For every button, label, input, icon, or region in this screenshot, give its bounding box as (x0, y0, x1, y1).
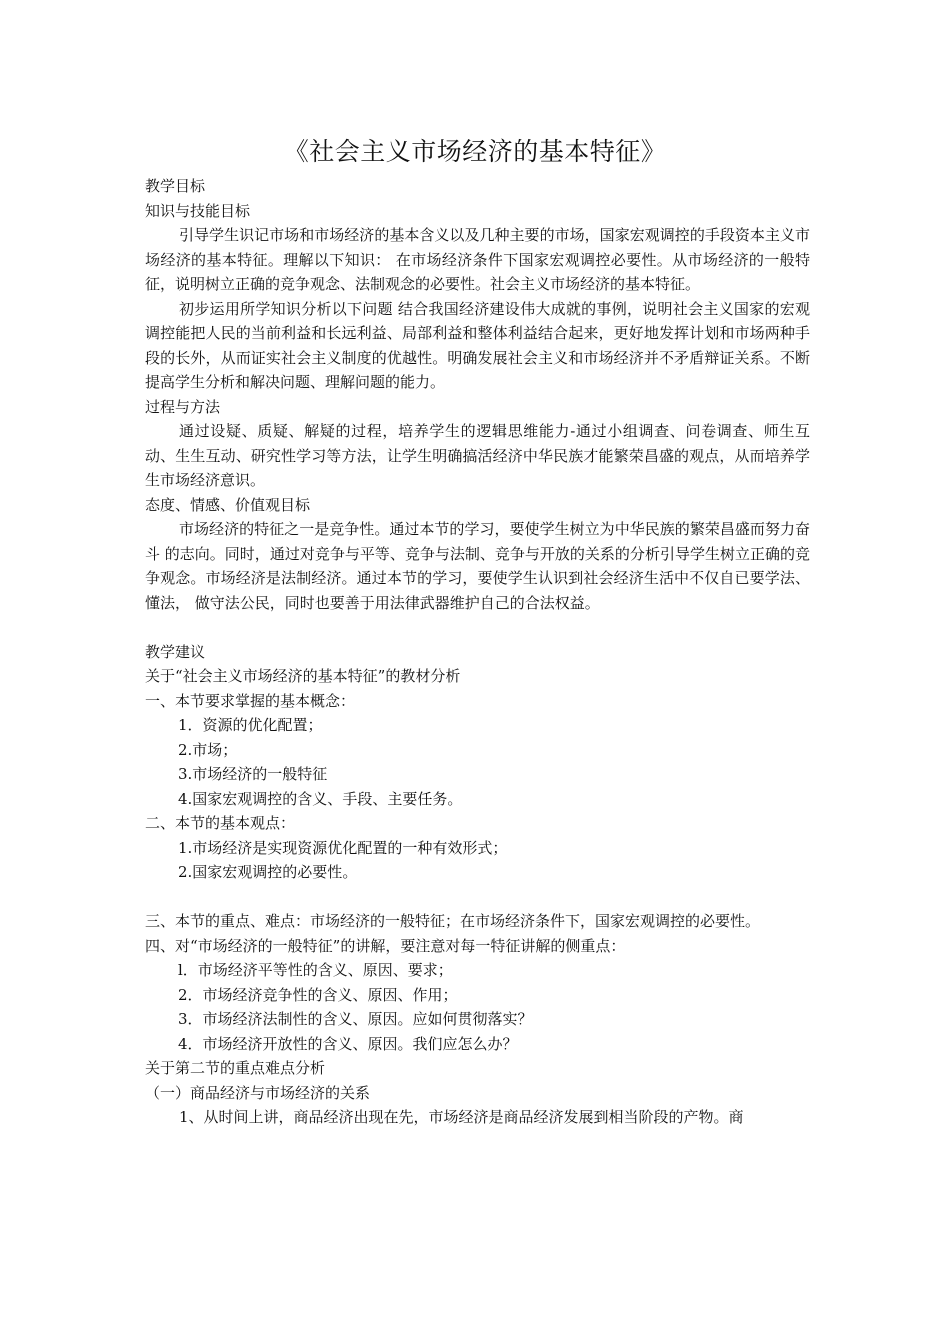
relation-paragraph: 1、从时间上讲，商品经济出现在先，市场经济是商品经济发展到相当阶段的产物。商 (179, 1108, 744, 1126)
concept-item: 2.市场； (178, 740, 238, 759)
knowledge-skills-heading: 知识与技能目标 (145, 201, 251, 220)
key-difficult-points: 三、本节的重点、难点：市场经济的一般特征；在市场经济条件下，国家宏观调控的必要性。 (145, 912, 761, 930)
basic-views-heading: 二、本节的基本观点： (145, 814, 296, 832)
basic-concepts-heading: 一、本节要求掌握的基本概念： (145, 691, 356, 710)
relation-heading: （一）商品经济与市场经济的关系 (145, 1083, 371, 1102)
knowledge-paragraph-2: 初步运用所学知识分析以下问题 结合我国经济建设伟大成就的事例，说明社会主义国家的宏观调控能把人民的当前利益和长远利益、局部利益和整体利益结合起来，更好地发挥计划和市场两种手段的长外，从而证实社会主义制度的优越性。明确发展社会主义和市场经济并不矛盾辩证关系。不断提高学生分析和解决问题、理解问题的能力。 (145, 299, 810, 391)
document-body (145, 174, 810, 1130)
view-item: 1.市场经济是实现资源优化配置的一种有效形式； (178, 838, 508, 857)
process-method-heading: 过程与方法 (145, 397, 221, 416)
attitude-values-paragraph: 市场经济的特征之一是竞争性。通过本节的学习，要使学生树立为中华民族的繁荣昌盛而努力奋斗 的志向。同时，通过对竞争与平等、竞争与法制、竞争与开放的关系的分析引导学生树立正确的竞争观念。市场经济是法制经济。通过本节的学习，要使学生认识到社会经济生活中不仅自已要学法、懂法， 做守法公民，同时也要善于用法律武器维护自己的合法权益。 (145, 520, 810, 612)
blank-line (145, 615, 810, 640)
section-two-analysis-heading: 关于第二节的重点难点分析 (145, 1059, 326, 1077)
concept-item: 3.市场经济的一般特征 (178, 765, 328, 783)
document-title: 《社会主义市场经济的基本特征》 (283, 137, 667, 166)
process-method-paragraph: 通过设疑、质疑、解疑的过程，培养学生的逻辑思维能力-通过小组调查、问卷调查、师生互动、生生互动、研究性学习等方法，让学生明确搞活经济中华民族才能繁荣昌盛的观点，从而培养学生市场经济意识。 (145, 422, 810, 489)
teaching-suggestions-heading: 教学建议 (145, 642, 206, 661)
feature-item: 4．市场经济开放性的含义、原因。我们应怎么办？ (178, 1034, 518, 1053)
feature-item: 2．市场经济竞争性的含义、原因、作用； (178, 985, 458, 1004)
feature-item: l．市场经济平等性的含义、原因、要求； (178, 961, 453, 979)
general-features-heading: 四、对“市场经济的一般特征”的讲解，要注意对每一特征讲解的侧重点： (145, 936, 626, 955)
view-item: 2.国家宏观调控的必要性。 (178, 863, 358, 881)
attitude-values-heading: 态度、情感、价值观目标 (145, 495, 311, 514)
teaching-goals-heading: 教学目标 (145, 177, 206, 195)
blank-line (145, 885, 810, 910)
concept-item: 4.国家宏观调控的含义、手段、主要任务。 (178, 789, 463, 808)
feature-item: 3．市场经济法制性的含义、原因。应如何贯彻落实？ (178, 1010, 533, 1028)
textbook-analysis-heading: 关于“社会主义市场经济的基本特征”的教材分析 (145, 667, 461, 685)
concept-item: 1．资源的优化配置； (178, 716, 323, 734)
knowledge-paragraph-1: 引导学生识记市场和市场经济的基本含义以及几种主要的市场，国家宏观调控的手段资本主义市场经济的基本特征。理解以下知识： 在市场经济条件下国家宏观调控必要性。从市场经济的一般特征，说明树立正确的竞争观念、法制观念的必要性。社会主义市场经济的基本特征。 (145, 226, 810, 293)
